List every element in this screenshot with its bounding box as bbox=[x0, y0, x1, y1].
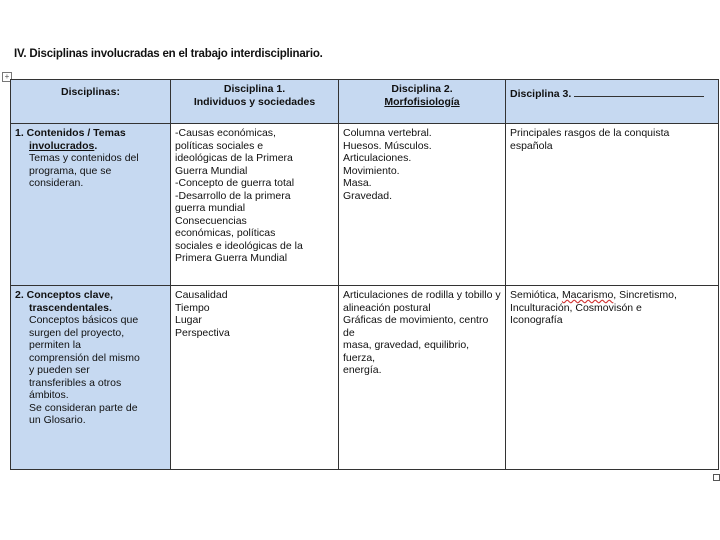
spellcheck-word: Macarismo bbox=[561, 289, 614, 301]
section-heading: IV. Disciplinas involucradas en el trabajo interdisciplinario. bbox=[14, 48, 323, 60]
header-disciplinas: Disciplinas: bbox=[11, 80, 171, 124]
table-header-row bbox=[11, 80, 719, 124]
cell-contenidos-disciplina-2[interactable]: Columna vertebral. Huesos. Músculos. Articulaciones. Movimiento. Masa. Gravedad. bbox=[339, 124, 506, 286]
table-move-handle-icon[interactable]: + bbox=[2, 72, 12, 82]
cell-conceptos-disciplina-3[interactable]: Semiótica, Macarismo, Sincretismo, Inculturación, Cosmovisón e Iconografía bbox=[506, 286, 719, 470]
table-resize-handle[interactable] bbox=[713, 474, 720, 481]
cell-contenidos-disciplina-1[interactable]: -Causas económicas, políticas sociales e ideológicas de la Primera Guerra Mundial -Concepto de guerra total -Desarrollo de la primera guerra mundial Consecuencias económicas, políticas sociales e ideológicas de la Primera Guerra Mundial bbox=[171, 124, 339, 286]
row-label-conceptos: 2. Conceptos clave, trascendentales. Conceptos básicos que surgen del proyecto, permiten la comprensión del mismo y pueden ser transferibles a otros ámbitos. Se consideran parte de un Glosario. bbox=[11, 286, 171, 470]
table-row bbox=[11, 124, 719, 286]
row-label-contenidos: 1. Contenidos / Temas involucrados. Temas y contenidos del programa, que se consideran. bbox=[11, 124, 171, 286]
header-disciplina-2: Disciplina 2. Morfofisiología bbox=[339, 80, 506, 124]
blank-line bbox=[574, 86, 704, 97]
table-row bbox=[11, 286, 719, 470]
header-disciplina-1: Disciplina 1. Individuos y sociedades bbox=[171, 80, 339, 124]
cell-conceptos-disciplina-2[interactable]: Articulaciones de rodilla y tobillo y alineación postural Gráficas de movimiento, centro de masa, gravedad, equilibrio, fuerza, energía. bbox=[339, 286, 506, 470]
header-disciplina-3: Disciplina 3. bbox=[506, 80, 719, 124]
cell-conceptos-disciplina-1[interactable]: Causalidad Tiempo Lugar Perspectiva bbox=[171, 286, 339, 470]
disciplines-table bbox=[10, 79, 719, 470]
cell-contenidos-disciplina-3[interactable]: Principales rasgos de la conquista española bbox=[506, 124, 719, 286]
